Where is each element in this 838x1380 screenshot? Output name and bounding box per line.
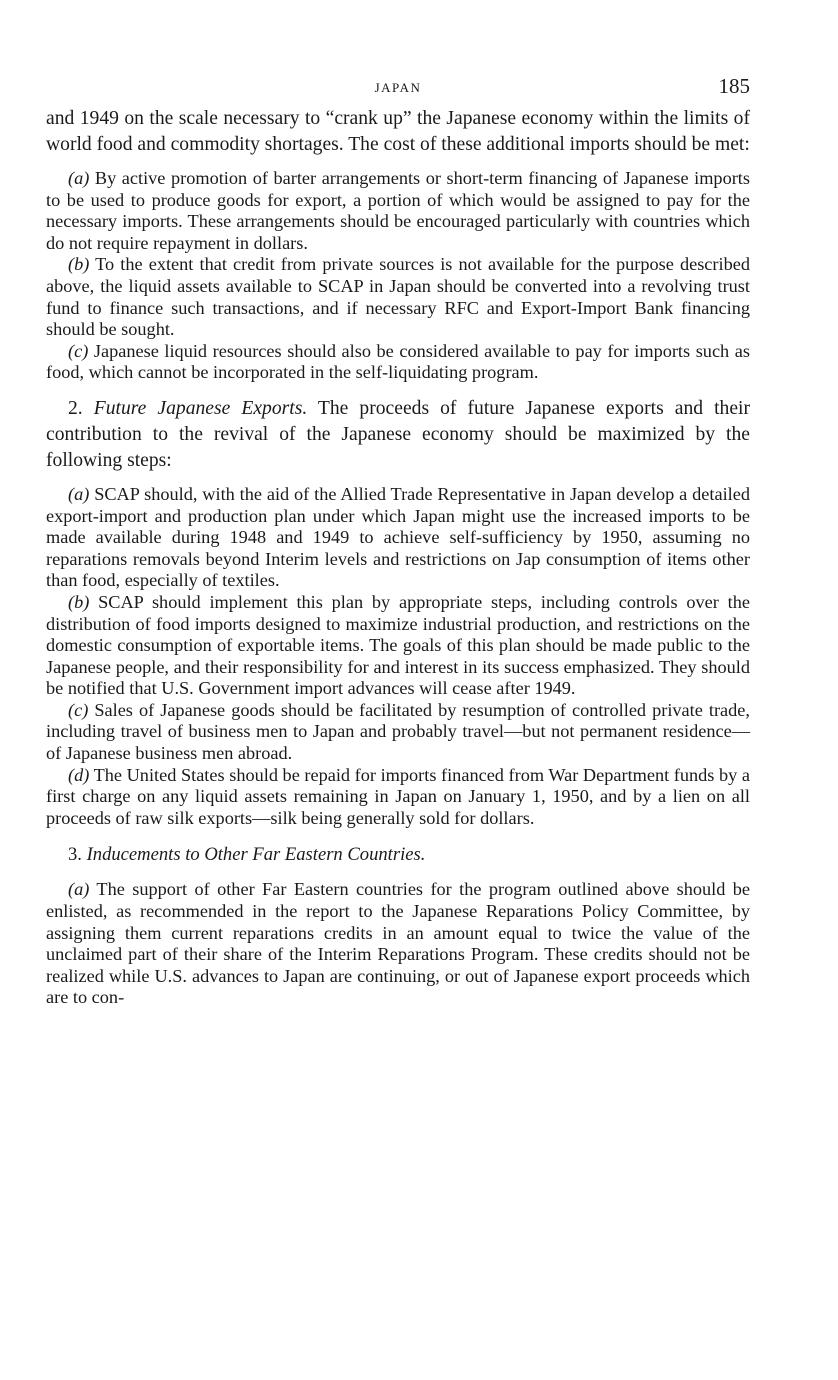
exports-item-b (46, 592, 750, 700)
intro-text: and 1949 on the scale necessary to “crank up” the Japanese economy within the limits of world food and commodity shortages. The cost of these additional imports should be met: (46, 108, 750, 155)
item-label: (b) (68, 254, 90, 275)
item-text: The United States should be repaid for imports financed from War Department funds by a first charge on any liquid assets remaining in Japan on January 1, 1950, and by a lien on all proceeds of raw silk exports—silk being generally sold for dollars. (46, 764, 750, 828)
running-head: JAPAN (374, 80, 422, 95)
exports-item-c (46, 700, 750, 765)
item-text: Japanese liquid resources should also be considered available to pay for imports such as food, which cannot be incorporated in the self-liquidating program. (46, 340, 750, 383)
exports-item-a (46, 484, 750, 592)
section-2-paragraph (46, 396, 750, 474)
item-label: (b) (68, 591, 90, 612)
page-header (46, 70, 750, 106)
section-3-heading (46, 843, 750, 867)
exports-item-d (46, 765, 750, 830)
item-text: Sales of Japanese goods should be facilitated by resumption of controlled private trade, including travel of business men to Japan and probably travel—but not permanent residence—of Japanese business men abroad. (46, 699, 750, 764)
item-text: By active promotion of barter arrangements or short-term financing of Japanese imports to be used to produce goods for export, a portion of which would be assigned to pay for the necessary imports. These arrangements should be encouraged particularly with countries which do not require repayment in dollars. (46, 168, 750, 253)
item-label: (c) (68, 340, 89, 361)
imports-item-a (46, 168, 750, 254)
item-label: (a) (68, 483, 90, 504)
section-number: 2. (68, 397, 94, 419)
imports-item-b (46, 254, 750, 340)
section-title: Inducements to Other Far Eastern Countries. (86, 844, 426, 866)
item-text: SCAP should, with the aid of the Allied Trade Representative in Japan develop a detailed export-import and production plan under which Japan might use the increased imports to be made available during 1948 and 1949 to achieve self-sufficiency by 1950, assuming no reparations removals beyond Interim levels and restrictions on Jap consumption of items other than food, especially of textiles. (46, 483, 750, 591)
section-title: Future Japanese Exports. (93, 397, 308, 419)
far-east-item-a (46, 879, 750, 1009)
document-page (46, 70, 750, 1009)
item-text: SCAP should implement this plan by appropriate steps, including controls over the distribution of food imports designed to maximize industrial production, and restrictions on the domestic consumption of exportable items. The goals of this plan should be made public to the Japanese people, and their responsibility for and interest in its success emphasized. They should be notified that U.S. Government import advances will cease after 1949. (46, 591, 750, 699)
section-text: The proceeds of future Japanese exports and their contribution to the revival of the Japanese economy should be maximized by the following steps: (46, 397, 750, 471)
section-number: 3. (68, 844, 87, 866)
item-label: (d) (68, 764, 90, 785)
item-text: To the extent that credit from private sources is not available for the purpose described above, the liquid assets available to SCAP in Japan should be converted into a revolving trust fund to finance such transactions, and if necessary RFC and Export-Import Bank financing should be sought. (46, 254, 750, 340)
item-label: (c) (68, 699, 89, 720)
imports-item-c (46, 341, 750, 384)
item-text: The support of other Far Eastern countries for the program outlined above should be enlisted, as recommended in the report to the Japanese Reparations Policy Committee, by assigning them current reparations credits in an amount equal to twice the value of the unclaimed part of their share of the Interim Reparations Program. These credits should not be realized while U.S. advances to Japan are continuing, or out of Japanese export proceeds which are to con- (46, 879, 750, 1008)
item-label: (a) (68, 168, 90, 188)
item-label: (a) (68, 879, 90, 900)
page-number: 185 (718, 74, 750, 98)
intro-paragraph (46, 106, 750, 158)
